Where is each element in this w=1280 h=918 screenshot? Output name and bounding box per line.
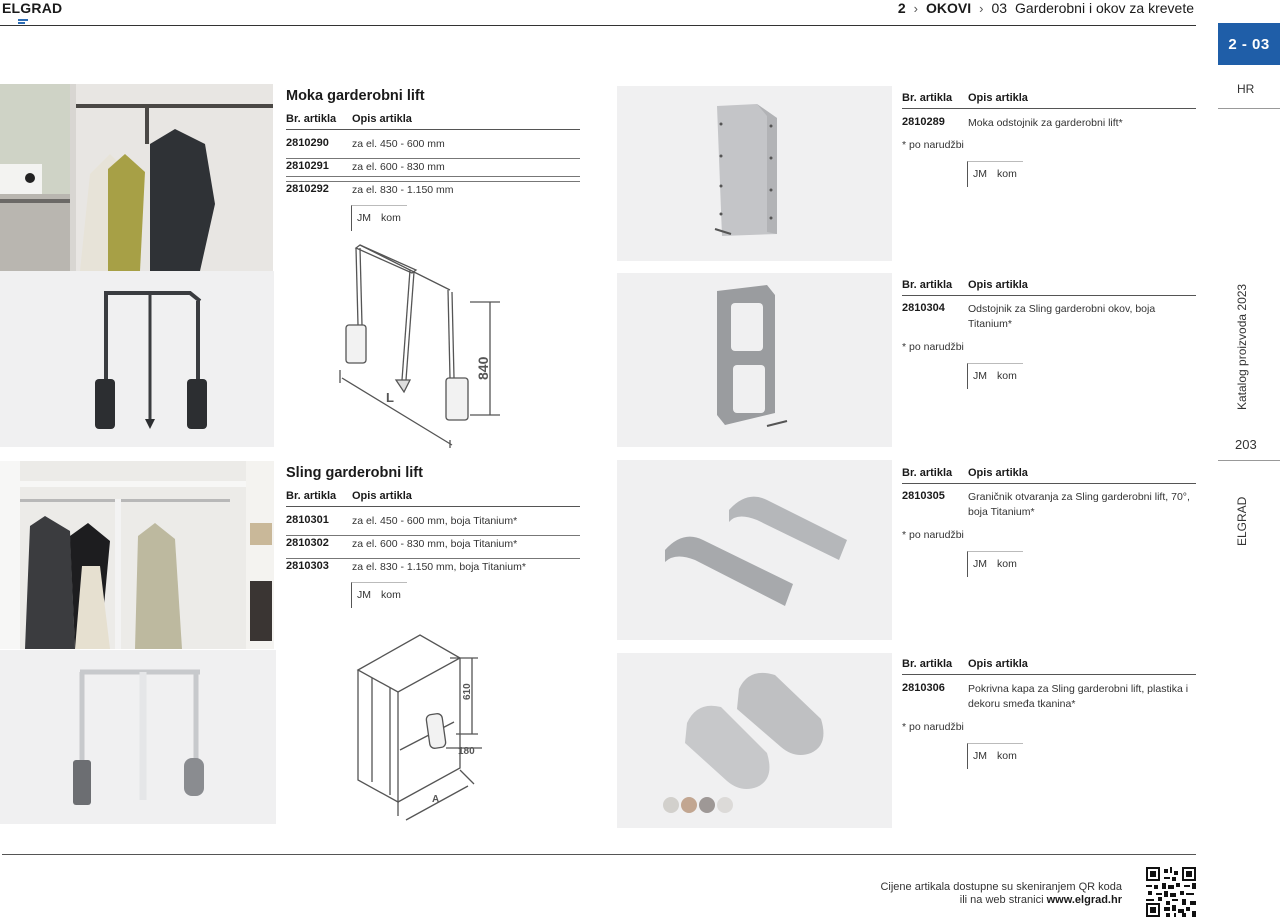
article-description: za el. 450 - 600 mm, boja Titanium* (352, 515, 518, 527)
sling-lift-product-photo (0, 650, 276, 824)
product-title-sling: Sling garderobni lift (286, 465, 423, 481)
dimension-height: 610 (462, 683, 473, 700)
breadcrumb-chapter: OKOVI (925, 0, 972, 16)
article-description: za el. 600 - 830 mm (352, 161, 445, 173)
dimension-depth: 180 (458, 746, 475, 757)
column-header-code: Br. artikla (902, 279, 953, 291)
column-header-code: Br. artikla (286, 490, 337, 502)
unit-box (967, 743, 1023, 769)
unit-label: JM (973, 750, 987, 762)
table-header (286, 490, 580, 507)
moka-lift-technical-drawing (330, 240, 510, 450)
column-header-code: Br. artikla (902, 92, 953, 104)
column-header-code: Br. artikla (286, 113, 337, 125)
column-header-description: Opis artikla (968, 92, 1028, 104)
article-code: 2810305 (902, 490, 945, 502)
on-order-note: * po narudžbi (902, 139, 964, 151)
unit-box (351, 582, 407, 608)
article-description: za el. 830 - 1.150 mm, boja Titanium* (352, 561, 526, 573)
sling-lift-technical-drawing (350, 630, 490, 828)
table-header (902, 92, 1196, 109)
unit-value: kom (997, 168, 1017, 180)
brand-vertical: ELGRAD (1235, 496, 1249, 546)
column-header-description: Opis artikla (968, 279, 1028, 291)
moka-lift-wardrobe-photo (0, 84, 273, 271)
sidebar-divider (1218, 108, 1280, 109)
column-header-description: Opis artikla (968, 467, 1028, 479)
table-header (902, 467, 1196, 484)
brand-logo-text: ELGRAD (2, 0, 63, 16)
breadcrumb (898, 0, 1194, 16)
article-code: 2810291 (286, 160, 329, 172)
moka-lift-product-photo (0, 271, 274, 447)
article-description: Pokrivna kapa za Sling garderobni lift, plastika i dekoru smeđa tkanina* (968, 683, 1189, 710)
website-link[interactable]: www.elgrad.hr (1046, 894, 1122, 906)
article-code: 2810306 (902, 682, 945, 694)
on-order-note: * po narudžbi (902, 721, 964, 733)
chevron-right-icon: › (979, 1, 984, 16)
page-number: 203 (1235, 437, 1257, 452)
table-row-divider (286, 176, 580, 177)
table-row (286, 160, 580, 182)
unit-value: kom (381, 589, 401, 601)
dimension-width: A (432, 794, 440, 805)
table-header (902, 279, 1196, 296)
article-description: Odstojnik za Sling garderobni okov, boja Titanium* (968, 303, 1156, 330)
header-divider (0, 25, 1196, 26)
product-title-moka: Moka garderobni lift (286, 88, 425, 104)
table-row (286, 183, 580, 204)
article-description: za el. 830 - 1.150 mm (352, 184, 454, 196)
column-header-code: Br. artikla (902, 467, 953, 479)
table-row (902, 490, 1196, 526)
chapter-tab: 2 - 03 (1218, 23, 1280, 65)
unit-label: JM (357, 212, 371, 224)
table-row (286, 537, 580, 559)
unit-box (967, 551, 1023, 577)
catalog-title-vertical: Katalog proizvoda 2023 (1235, 283, 1249, 410)
article-code: 2810301 (286, 514, 329, 526)
footer-divider (2, 854, 1196, 855)
unit-box (967, 161, 1023, 187)
unit-label: JM (357, 589, 371, 601)
unit-box (967, 363, 1023, 389)
sling-spacer-photo (617, 273, 892, 447)
column-header-description: Opis artikla (352, 490, 412, 502)
unit-value: kom (381, 212, 401, 224)
unit-label: JM (973, 558, 987, 570)
unit-label: JM (973, 370, 987, 382)
footer-line-1: Cijene artikala dostupne su skeniranjem QR koda (880, 881, 1122, 893)
article-code: 2810290 (286, 137, 329, 149)
sling-lift-wardrobe-photo (0, 461, 274, 649)
footer-line-2: ili na web stranici (959, 894, 1044, 906)
moka-spacer-photo (617, 86, 892, 261)
dimension-height: 840 (475, 356, 491, 380)
on-order-note: * po narudžbi (902, 529, 964, 541)
table-row (286, 137, 580, 159)
unit-box (351, 205, 407, 231)
table-header (286, 113, 580, 130)
table-row (286, 514, 580, 536)
table-row (286, 560, 580, 581)
sidebar-divider (1218, 460, 1280, 461)
unit-value: kom (997, 370, 1017, 382)
article-code: 2810303 (286, 560, 329, 572)
unit-label: JM (973, 168, 987, 180)
table-row (902, 682, 1196, 718)
sling-stopper-photo (617, 460, 892, 640)
article-code: 2810289 (902, 116, 945, 128)
footer-note (880, 881, 1122, 907)
article-description: za el. 600 - 830 mm, boja Titanium* (352, 538, 518, 550)
article-code: 2810302 (286, 537, 329, 549)
article-description: Moka odstojnik za garderobni lift* (968, 117, 1123, 129)
column-header-code: Br. artikla (902, 658, 953, 670)
column-header-description: Opis artikla (968, 658, 1028, 670)
article-code: 2810292 (286, 183, 329, 195)
qr-code-icon[interactable] (1146, 867, 1196, 917)
article-description: za el. 450 - 600 mm (352, 138, 445, 150)
on-order-note: * po narudžbi (902, 341, 964, 353)
language-label: HR (1237, 82, 1255, 96)
column-header-description: Opis artikla (352, 113, 412, 125)
unit-value: kom (997, 558, 1017, 570)
dimension-length: L (386, 390, 394, 405)
chevron-right-icon: › (913, 1, 918, 16)
sling-cover-cap-photo (617, 653, 892, 828)
article-code: 2810304 (902, 302, 945, 314)
breadcrumb-section: Garderobni i okov za krevete (1015, 0, 1194, 16)
breadcrumb-section-number: 03 (991, 0, 1008, 16)
breadcrumb-chapter-number: 2 (897, 0, 906, 16)
table-header (902, 658, 1196, 675)
table-row (902, 116, 1196, 137)
table-row (902, 302, 1196, 338)
article-description: Graničnik otvaranja za Sling garderobni lift, 70°, boja Titanium* (968, 491, 1190, 518)
unit-value: kom (997, 750, 1017, 762)
